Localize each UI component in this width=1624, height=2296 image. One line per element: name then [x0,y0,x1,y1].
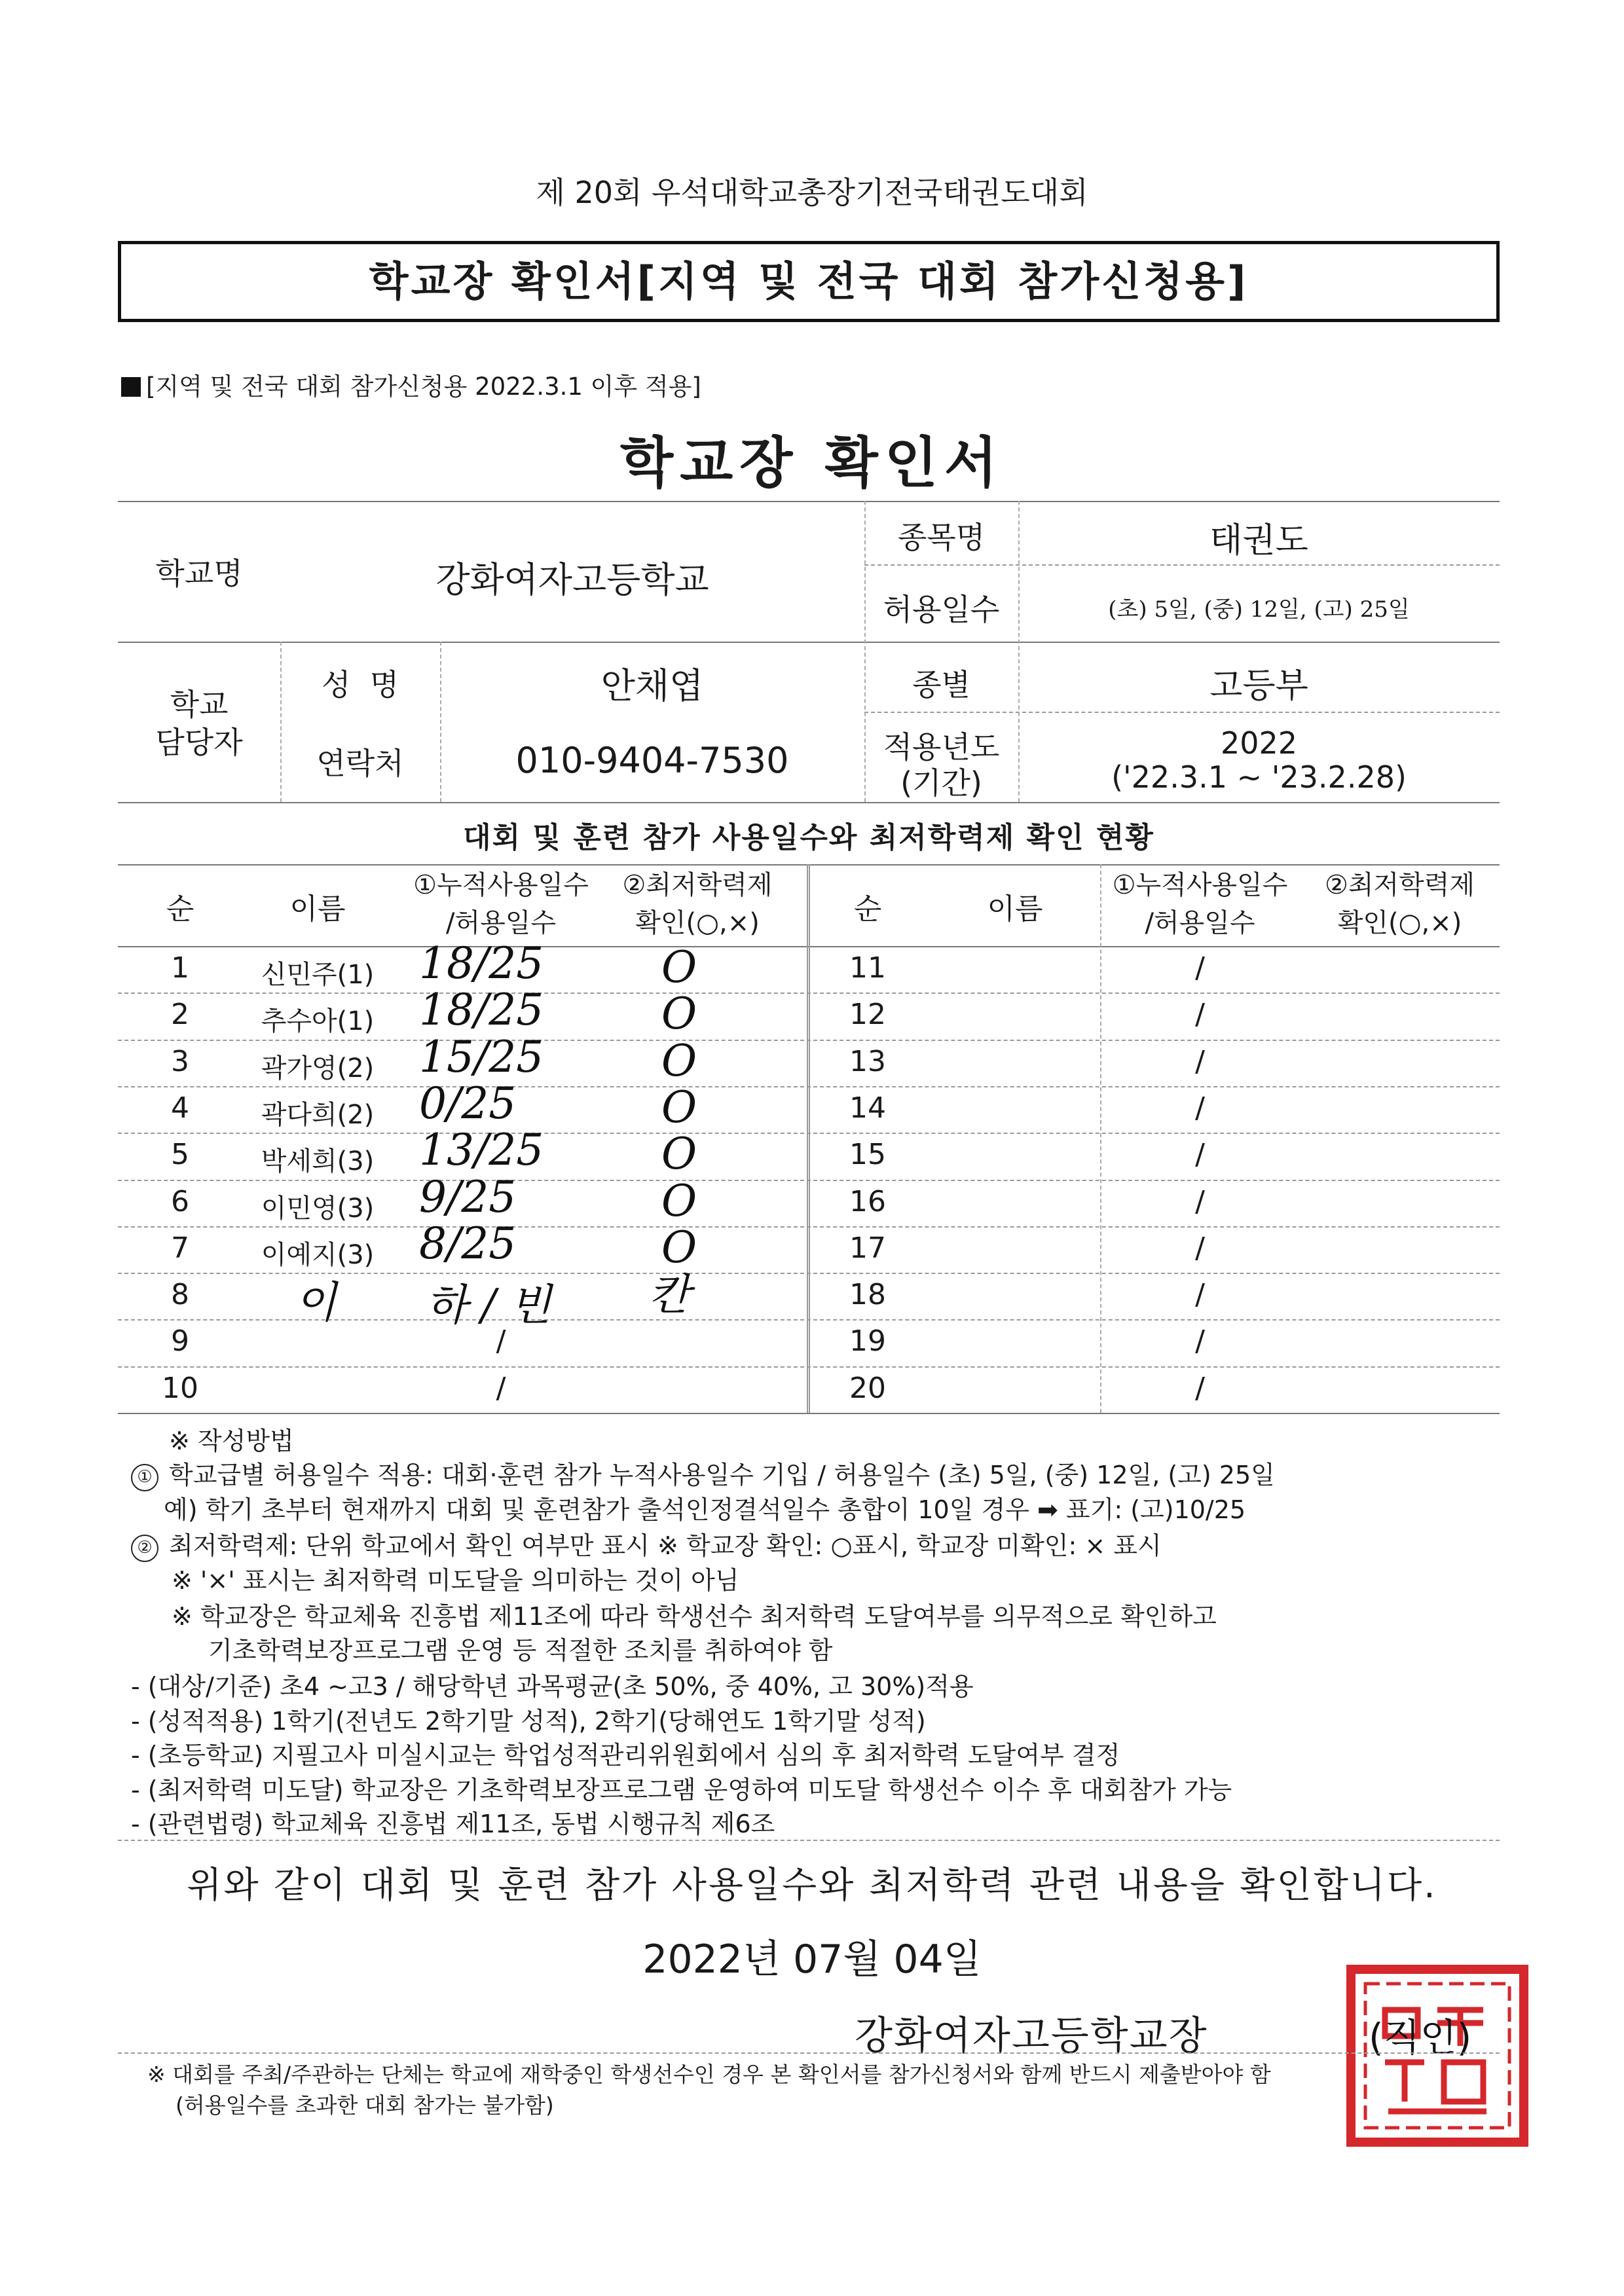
handwritten-days: 13/25 [419,1125,544,1175]
col-check-header-right-2: 확인(○,×) [1337,908,1462,938]
row-number: 17 [849,1231,886,1265]
days-slash: / [1195,1278,1205,1311]
circled-number: ② [131,1535,158,1562]
row-number: 10 [162,1372,198,1405]
instruction-2-note-2a: ※ 학교장은 학교체육 진흥법 제11조에 따라 학생선수 최저학력 도달여부를 의무적으로 확인하고 [172,1602,1217,1631]
days-slash: / [1195,1138,1205,1171]
row-number: 7 [171,1231,189,1265]
handwritten-check: O [661,1222,697,1273]
handwritten-check: 칸 [648,1269,690,1320]
row-number: 18 [849,1278,886,1311]
footer-note-2: (허용일수를 초과한 대회 참가는 불가함) [175,2092,554,2118]
row-number: 16 [849,1185,886,1218]
col-no-header: 순 [166,892,194,926]
divider [118,2052,1500,2054]
instruction-1-example: 예) 학기 초부터 현재까지 대회 및 훈련참가 출석인정결석일수 총합이 10일 경우 ➡ 표기: (고)10/25 [164,1495,1246,1524]
student-name: 이민영(3) [261,1194,375,1224]
row-number: 9 [171,1324,189,1358]
handwritten-check: O [661,1176,697,1226]
square-bullet-icon [121,377,141,397]
handwritten-check: O [661,989,697,1039]
instruction-2 [131,1525,1162,1562]
row-number: 19 [849,1324,886,1358]
handwritten-days: 9/25 [419,1172,517,1222]
row-number: 3 [171,1045,189,1078]
school-value: 강화여자고등학교 [435,559,709,600]
form-note [121,367,701,402]
row-line [118,993,1500,994]
instruction-2-text: 최저학력제: 단위 학교에서 확인 여부만 표시 ※ 학교장 확인: ○표시, 학교장 미확인: × 표시 [169,1531,1162,1560]
table-line [118,802,1500,803]
student-name: 박세희(3) [261,1146,375,1176]
detail-elementary: - (초등학교) 지필고사 미실시교는 학업성적관리위원회에서 심의 후 최저학력 도달여부 결정 [131,1741,1120,1770]
name-label: 성 명 [321,667,399,702]
doc-title: 학교장 확인서[지역 및 전국 대회 참가신청용] [369,257,1249,305]
row-number: 5 [171,1138,189,1171]
col-no-header-right: 순 [853,892,882,926]
handwritten-check: O [661,1036,697,1086]
detail-target: - (대상/기준) 초4 ~고3 / 해당학년 과목평균(초 50%, 중 40%, 고 30%)적용 [131,1672,974,1701]
days-slash: / [496,1372,506,1405]
handwritten-days: 8/25 [419,1218,517,1269]
table-line [118,642,1500,643]
instruction-2-note-2b: 기초학력보장프로그램 운영 등 적절한 조치를 취하여야 함 [208,1636,833,1665]
row-number: 1 [171,951,189,985]
row-number: 15 [849,1138,886,1171]
instruction-1 [131,1455,1275,1491]
handwritten-check: O [661,1129,697,1179]
footer-note: ※ 대회를 주최/주관하는 단체는 학교에 재학중인 학생선수인 경우 본 확인서를 참가신청서와 함께 반드시 제출받아야 함 [147,2062,1271,2087]
days-slash: / [1195,1372,1205,1405]
row-number: 8 [171,1278,189,1311]
row-line [118,1226,1500,1228]
contact-label: 연락처 [316,746,404,781]
contact-value: 010-9404-7530 [515,740,789,781]
row-number: 13 [849,1045,886,1078]
table-line [807,864,810,1413]
row-number: 14 [849,1091,886,1125]
row-number: 12 [849,998,886,1031]
year-label-1: 적용년도 [883,729,1000,765]
row-number: 6 [171,1185,189,1218]
row-number: 2 [171,998,189,1031]
principal-name: 강화여자고등학교장 [855,2013,1208,2059]
status-title: 대회 및 훈련 참가 사용일수와 최저학력제 확인 현황 [463,821,1154,854]
row-line [118,1040,1500,1041]
year-value-1: 2022 [1220,725,1298,761]
days-slash: / [496,1324,506,1358]
sport-value: 태권도 [1209,521,1308,560]
staff-label-2: 담당자 [155,725,243,760]
divider [118,1840,1500,1841]
col-check-header-2: 확인(○,×) [635,908,760,938]
student-name: 이예지(3) [261,1240,375,1270]
table-line [864,712,1500,713]
allowed-label: 허용일수 [883,592,1000,627]
row-number: 4 [171,1091,189,1125]
handwritten-days: 15/25 [419,1032,544,1082]
name-value: 안채엽 [600,665,704,706]
table-line [118,1413,1500,1414]
student-name: 신민주(1) [261,960,375,990]
division-value: 고등부 [1209,666,1308,706]
table-line [118,501,1500,502]
col-check-header-right-1: ②최저학력제 [1324,870,1475,900]
handwritten-check: O [661,942,697,993]
student-name: 추수아(1) [261,1006,375,1036]
detail-grades: - (성적적용) 1학기(전년도 2학기말 성적), 2학기(당해연도 1학기말 성적) [131,1707,926,1736]
year-label-2: (기간) [900,765,982,801]
col-days-header-1: ①누적사용일수 [413,870,589,900]
circled-number: ① [131,1464,158,1491]
detail-laws: - (관련법령) 학교체육 진흥법 제11조, 동법 시행규칙 제6조 [131,1810,775,1838]
confirmation-text: 위와 같이 대회 및 훈련 참가 사용일수와 최저학력 관련 내용을 확인합니다. [187,1864,1437,1906]
confirmation-date: 2022년 07월 04일 [642,1937,982,1982]
handwritten-days: 18/25 [419,985,544,1035]
row-number: 11 [849,951,886,985]
days-slash: / [1195,951,1205,985]
event-title: 제 20회 우석대학교총장기전국태권도대회 [536,175,1088,210]
staff-label-1: 학교 [170,687,229,722]
col-days-header-right-1: ①누적사용일수 [1112,870,1288,900]
division-label: 종별 [912,667,970,702]
handwritten-name: 이 [295,1277,337,1328]
instruction-2-note: ※ '×' 표시는 최저학력 미도달을 의미하는 것이 아님 [172,1566,739,1595]
instructions-heading: ※ 작성방법 [169,1427,294,1455]
col-days-header-2: /허용일수 [445,908,557,938]
main-title: 학교장 확인서 [619,431,1005,495]
row-line [118,1366,1500,1368]
row-line [118,1133,1500,1134]
student-name: 곽다희(2) [261,1100,375,1130]
days-slash: / [1195,998,1205,1031]
instruction-1-text: 학교급별 허용일수 적용: 대회·훈련 참가 누적사용일수 기입 / 허용일수 (초) 5일, (중) 12일, (고) 25일 [169,1461,1275,1489]
handwritten-check: O [661,1082,697,1133]
year-value-2: ('22.3.1 ~ '23.2.28) [1111,759,1407,795]
days-slash: / [1195,1185,1205,1218]
row-line [118,1180,1500,1181]
seal-label: (직인) [1369,2015,1472,2060]
days-slash: / [1195,1091,1205,1125]
student-name: 곽가영(2) [261,1053,375,1084]
allowed-value: (초) 5일, (중) 12일, (고) 25일 [1108,596,1410,623]
col-check-header-1: ②최저학력제 [622,870,773,900]
handwritten-days: 18/25 [419,938,544,989]
row-number: 20 [849,1372,886,1405]
days-slash: / [1195,1324,1205,1358]
handwritten-days: 0/25 [419,1078,517,1129]
sport-label: 종목명 [897,520,986,555]
col-days-header-right-2: /허용일수 [1145,908,1255,938]
handwritten-days: 하 / 빈 [426,1280,551,1330]
col-name-header: 이름 [289,892,346,926]
days-slash: / [1195,1231,1205,1265]
row-line [118,1086,1500,1087]
days-slash: / [1195,1045,1205,1078]
form-note-text: [지역 및 전국 대회 참가신청용 2022.3.1 이후 적용] [146,373,701,401]
col-name-header-right: 이름 [987,892,1043,926]
school-label: 학교명 [155,556,243,591]
detail-not-reached: - (최저학력 미도달) 학교장은 기초학력보장프로그램 운영하여 미도달 학생선수 이수 후 대회참가 가능 [131,1776,1232,1804]
table-line [864,564,1500,566]
